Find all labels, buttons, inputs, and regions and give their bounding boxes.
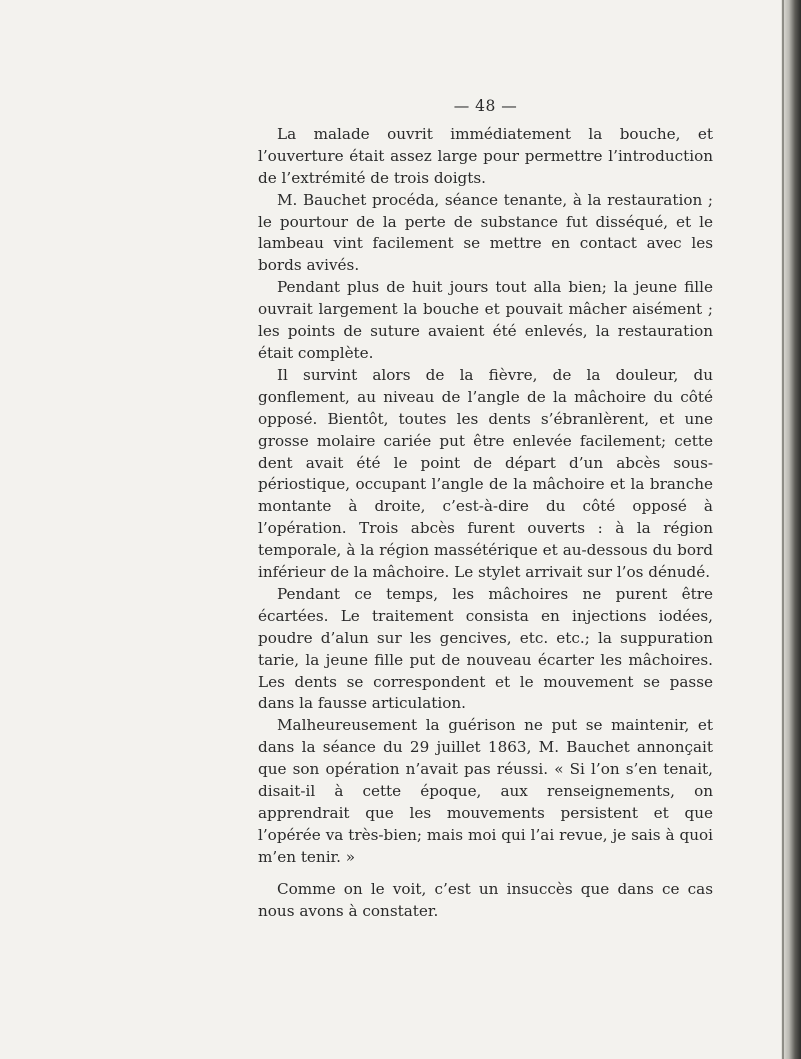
paragraph-6: Malheureusement la guérison ne put se maintenir, et dans la séance du 29 juillet 1863, M. Bauchet annonçait que son opération n’avait pas réussi. « Si l’on s’en tenait, disait-il à cette époque, aux renseignements, on apprendrait que les mouvements persistent et que l’opérée va très-bien; mais moi qui l’ai revue, je sais à quoi m’en tenir. » [258, 716, 713, 866]
paragraph-3: Pendant plus de huit jours tout alla bien; la jeune fille ouvrait largement la bouche et pouvait mâcher aisément ; les points de suture avaient été enlevés, la restauration était complète. [258, 278, 713, 362]
paragraph-4: Il survint alors de la fièvre, de la douleur, du gonflement, au niveau de l’angle de la mâchoire du côté opposé. Bientôt, toutes les dents s’ébranlèrent, et une grosse molaire cariée put être enlevée facilement; cette dent avait été le point de départ d’un abcès sous-périostique, occupant l’angle de la mâchoire et la branche montante à droite, c’est-à-dire du côté opposé à l’opération. Trois abcès furent ouverts : à la région temporale, à la région massétérique et au-dessous du bord inférieur de la mâchoire. Le stylet arrivait sur l’os dénudé. [258, 365, 713, 582]
page-text [258, 96, 713, 923]
page-number: — 48 — [453, 97, 518, 115]
paragraph-1: La malade ouvrit immédiatement la bouche, et l’ouverture était assez large pour permettre l’introduction de l’extrémité de trois doigts. [258, 124, 713, 187]
paragraph-2: M. Bauchet procéda, séance tenante, à la restauration ; le pourtour de la perte de substance fut disséqué, et le lambeau vint facilement se mettre en contact avec les bords avivés. [258, 190, 713, 275]
paragraph-7: Comme on le voit, c’est un insuccès que dans ce cas nous avons à constater. [258, 879, 713, 920]
page-edge-shadow [781, 0, 801, 1059]
paragraph-5: Pendant ce temps, les mâchoires ne purent être écartées. Le traitement consista en injections iodées, poudre d’alun sur les gencives, etc. etc.; la suppuration tarie, la jeune fille put de nouveau écarter les mâchoires. Les dents se correspondent et le mouvement se passe dans la fausse articulation. [258, 584, 713, 713]
page-edge-line [782, 0, 784, 1059]
